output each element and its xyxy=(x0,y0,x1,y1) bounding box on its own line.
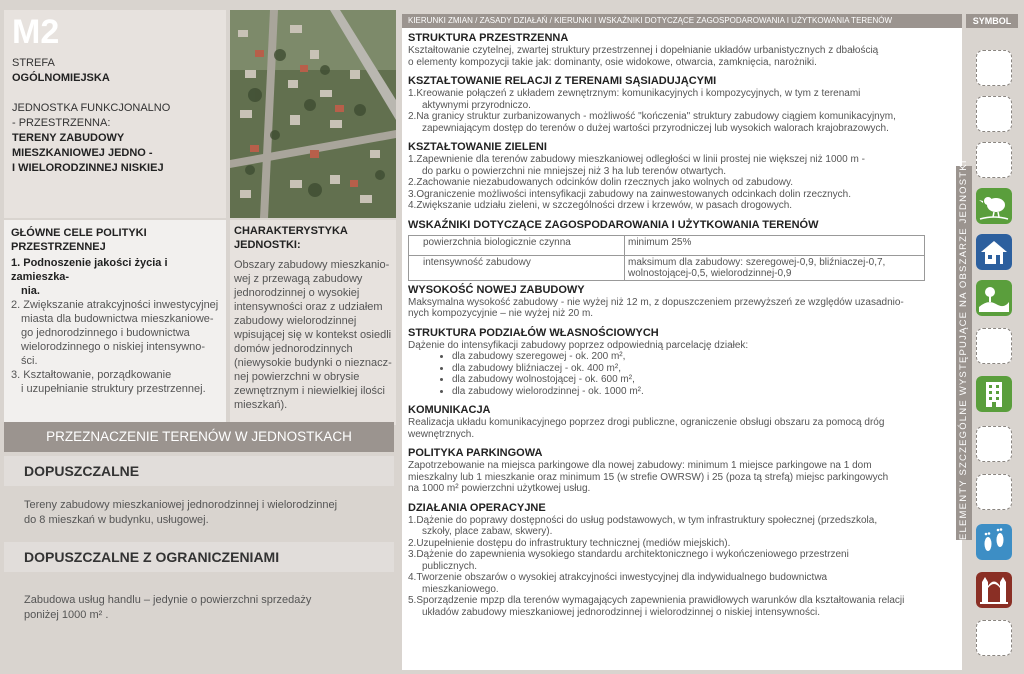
goal-line: 2. Zwiększanie atrakcyjności inwestycyjnej xyxy=(11,299,219,311)
house-icon xyxy=(976,234,1012,270)
relations-title: KSZTAŁTOWANIE RELACJI Z TERENAMI SĄSIADUJĄCYMI xyxy=(408,75,717,87)
structure-line: o elementy kompozycji takie jak: dominanty, osie widokowe, otwarcia, zamknięcia, narożniki. xyxy=(408,56,817,68)
relations-line: zapewniającym dostęp do terenów o dużej wartości przyrodniczej lub wysokich walorach krajobrazowych. xyxy=(422,122,889,134)
restricted-line: poniżej 1000 m² . xyxy=(24,609,109,621)
empty-symbol-slot xyxy=(976,474,1012,510)
characteristics-line: wpisującej się w kontekst osiedli xyxy=(234,329,392,341)
indicator-value-line: maksimum dla zabudowy: szeregowej-0,9, bliźniaczej-0,7, xyxy=(628,256,886,268)
operations-line: układów zabudowy mieszkaniowej jednorodzinnej i wielorodzinnej o niskiej intensywności. xyxy=(422,606,820,618)
characteristics-line: zewnętrznym i niewielkiej ilości xyxy=(234,385,385,397)
characteristics-line: domów jednorodzinnych xyxy=(234,343,353,355)
directions-body xyxy=(408,32,956,618)
greenery-line: 4.Zwiększanie udziału zieleni, w szczególności drzew i krzewów, w pasach drogowych. xyxy=(408,200,793,211)
empty-symbol-slot xyxy=(976,620,1012,656)
allowed-section-text xyxy=(4,498,394,528)
indicator-label: powierzchnia biologicznie czynna xyxy=(409,235,625,255)
allowed-line: do 8 mieszkań w budynku, usługowej. xyxy=(24,514,209,526)
operations-title: DZIAŁANIA OPERACYJNE xyxy=(408,501,546,514)
unit-identity-box xyxy=(4,10,226,218)
parking-title: POLITYKA PARKINGOWA xyxy=(408,447,543,459)
parking-line: na 1000 m² powierzchni użytkowej usług. xyxy=(408,483,591,494)
city-gate-icon xyxy=(976,572,1012,608)
goals-title-1: GŁÓWNE CELE POLITYKI xyxy=(11,227,147,239)
characteristics-line: mieszkań). xyxy=(234,399,288,411)
unit-label-2: - PRZESTRZENNA: xyxy=(12,117,111,129)
characteristics-line: (niewysokie budynki o nieznacz- xyxy=(234,357,392,369)
height-line: Maksymalna wysokość zabudowy - nie wyżej niż 12 m, z dopuszczeniem przewyższeń ze względów uzasadnio- xyxy=(408,296,904,308)
characteristics-title-2: JEDNOSTKI: xyxy=(234,239,301,251)
goal-line: ści. xyxy=(21,355,38,367)
aerial-photo xyxy=(230,10,396,218)
plots-list xyxy=(452,351,956,397)
landscape-icon xyxy=(976,280,1012,316)
indicator-label: intensywność zabudowy xyxy=(409,255,625,280)
greenery-title: KSZTAŁTOWANIE ZIELENI xyxy=(408,141,547,153)
list-item: • dla zabudowy szeregowej - ok. 200 m², xyxy=(452,351,956,363)
restricted-line: Zabudowa usług handlu – jedynie o powierzchni sprzedaży xyxy=(24,594,312,606)
operations-line: 4.Tworzenie obszarów o wysokiej atrakcyjności inwestycyjnej dla indywidualnego budownictwa xyxy=(408,572,828,583)
operations-line: mieszkaniowego. xyxy=(422,583,499,595)
communication-line: Realizacja układu komunikacyjnego poprzez drogi publiczne, ograniczenie obsługi obszaru za pomocą dróg xyxy=(408,417,885,428)
characteristics-line: jednorodzinnej o wysokiej xyxy=(234,287,360,299)
footprints-icon xyxy=(976,524,1012,560)
plots-title: STRUKTURA PODZIAŁÓW WŁASNOŚCIOWYCH xyxy=(408,326,659,339)
goal-line: miasta dla budownictwa mieszkaniowe- xyxy=(21,313,214,325)
characteristics-line: wej z przewagą zabudowy xyxy=(234,273,363,285)
height-line: nych kompozycyjnie – nie wyżej niż 20 m. xyxy=(408,308,594,319)
parking-line: mieszkalny lub 1 mieszkanie oraz minimum 15 (w strefie OWRSW) i 25 (poza tą strefą) miejsc parkingowych xyxy=(408,471,889,483)
goal-line: wielorodzinnego o niskiej intensywno- xyxy=(21,341,206,353)
indicator-value-line: wolnostojącej-0,5, wielorodzinnej-0,9 xyxy=(628,267,792,279)
relations-line: aktywnymi przyrodniczo. xyxy=(422,99,531,111)
policy-goals-box xyxy=(4,220,226,425)
operations-line: publicznych. xyxy=(422,560,478,572)
greenery-line: 2.Zachowanie niezabudowanych odcinków dolin rzecznych jako wolnych od zabudowy. xyxy=(408,177,794,188)
list-item: • dla zabudowy wolnostojącej - ok. 600 m², xyxy=(452,374,956,386)
list-item: • dla zabudowy wielorodzinnej - ok. 1000 m². xyxy=(452,386,956,398)
empty-symbol-slot xyxy=(976,328,1012,364)
allowed-line: Tereny zabudowy mieszkaniowej jednorodzinnej i wielorodzinnej xyxy=(24,499,338,511)
operations-line: 5.Sporządzenie mpzp dla terenów wymagających zapewnienia prawidłowych warunków dla kształtowania relacji xyxy=(408,595,905,606)
indicators-table xyxy=(408,235,925,281)
table-row xyxy=(409,255,925,280)
goals-title-2: PRZESTRZENNEJ xyxy=(11,241,106,253)
directions-header: KIERUNKI ZMIAN / ZASADY DZIAŁAŃ / KIERUNKI I WSKAŹNIKI DOTYCZĄCE ZAGOSPODAROWANIA I UŻYTKOWANIA TERENÓW xyxy=(402,14,962,28)
land-purpose-title: PRZEZNACZENIE TERENÓW W JEDNOSTKACH xyxy=(4,422,394,452)
goal-line: go jednorodzinnego i budownictwa xyxy=(21,327,190,339)
unit-name-2: MIESZKANIOWEJ JEDNO - xyxy=(12,147,153,159)
empty-symbol-slot xyxy=(976,426,1012,462)
characteristics-line: intensywności oraz z udziałem xyxy=(234,301,383,313)
communication-line: wewnętrznych. xyxy=(408,428,475,440)
height-title: WYSOKOŚĆ NOWEJ ZABUDOWY xyxy=(408,283,585,296)
directions-panel xyxy=(402,14,962,670)
unit-name-1: TERENY ZABUDOWY xyxy=(12,132,125,144)
plots-intro: Dążenie do intensyfikacji zabudowy poprzez odpowiednią parcelację działek: xyxy=(408,339,749,351)
parking-line: Zapotrzebowanie na miejsca parkingowe dla nowej zabudowy: minimum 1 miejsce parkingowe na 1 dom xyxy=(408,460,872,471)
operations-line: 2.Uzupełnienie dostępu do infrastruktury technicznej (mediów miejskich). xyxy=(408,537,731,549)
characteristics-title-1: CHARAKTERYSTYKA xyxy=(234,225,348,237)
indicator-value: minimum 25% xyxy=(625,235,925,255)
structure-title: STRUKTURA PRZESTRZENNA xyxy=(408,32,569,44)
operations-line: 3.Dążenie do zapewnienia wysokiego standardu architektonicznego i wykończeniowego przestrzeni xyxy=(408,549,849,560)
empty-symbol-slot xyxy=(976,96,1012,132)
goal-line: 1. Podnoszenie jakości życia i zamieszka- xyxy=(11,257,168,283)
bird-nature-icon xyxy=(976,188,1012,224)
greenery-line: 1.Zapewnienie dla terenów zabudowy mieszkaniowej odległości w linii prostej nie większej niż 1000 m - xyxy=(408,154,865,165)
zone-label: STREFA xyxy=(12,57,55,69)
allowed-section-title: DOPUSZCZALNE xyxy=(4,456,394,486)
characteristics-text xyxy=(234,258,392,412)
greenery-line: 3.Ograniczenie możliwości intensyfikacji zabudowy na zainwestowanych odcinkach dolin rzecznych. xyxy=(408,188,851,200)
goal-line: i uzupełnianie struktury przestrzennej. xyxy=(21,383,206,395)
goal-line: 3. Kształtowanie, porządkowanie xyxy=(11,369,172,381)
table-row xyxy=(409,235,925,255)
goals-list xyxy=(11,256,219,396)
empty-symbol-slot xyxy=(976,50,1012,86)
unit-characteristics-box xyxy=(230,220,396,425)
unit-name-3: I WIELORODZINNEJ NISKIEJ xyxy=(12,162,164,174)
empty-symbol-slot xyxy=(976,142,1012,178)
indicators-title: WSKAŹNIKI DOTYCZĄCE ZAGOSPODAROWANIA I UŻYTKOWANIA TERENÓW xyxy=(408,218,819,231)
characteristics-line: zabudowy wielorodzinnej xyxy=(234,315,357,327)
characteristics-line: Obszary zabudowy mieszkanio- xyxy=(234,259,390,271)
operations-line: 1.Dążenie do poprawy dostępności do usług podstawowych, w tym infrastruktury społecznej (przedszkola, xyxy=(408,514,878,526)
operations-line: szkoły, place zabaw, skwery). xyxy=(422,526,553,537)
special-elements-label: ELEMENTY SZCZEGÓLNE WYSTĘPUJĄCE NA OBSZARZE JEDNOSTKI xyxy=(958,159,969,540)
symbol-header: SYMBOL xyxy=(966,14,1018,28)
list-item: • dla zabudowy bliźniaczej - ok. 400 m², xyxy=(452,363,956,375)
goal-line: nia. xyxy=(21,285,40,297)
zone-value: OGÓLNOMIEJSKA xyxy=(12,72,110,84)
unit-label-1: JEDNOSTKA FUNKCJONALNO xyxy=(12,102,171,114)
relations-line: 1.Kreowanie połączeń z układem zewnętrznym: komunikacyjnych i kompozycyjnych, w tym z terenami xyxy=(408,88,861,99)
structure-line: Kształtowanie czytelnej, zwartej struktury przestrzennej i dopełnianie układów urbanistycznych z dbałością xyxy=(408,45,879,56)
relations-line: 2.Na granicy struktur zurbanizowanych - możliwość "kończenia" struktury zabudowy ciągiem komunikacyjnym, xyxy=(408,111,896,122)
indicator-value xyxy=(625,255,925,280)
characteristics-line: nej powierzchni w obrysie xyxy=(234,371,360,383)
communication-title: KOMUNIKACJA xyxy=(408,404,491,416)
unit-code: M2 xyxy=(12,13,60,51)
symbol-column xyxy=(966,14,1018,670)
restricted-section-title: DOPUSZCZALNE Z OGRANICZENIAMI xyxy=(4,542,394,572)
restricted-section-text xyxy=(4,593,394,623)
apartment-building-icon xyxy=(976,376,1012,412)
greenery-line: do parku o powierzchni nie mniejszej niż 3 ha lub terenów otwartych. xyxy=(422,165,727,177)
